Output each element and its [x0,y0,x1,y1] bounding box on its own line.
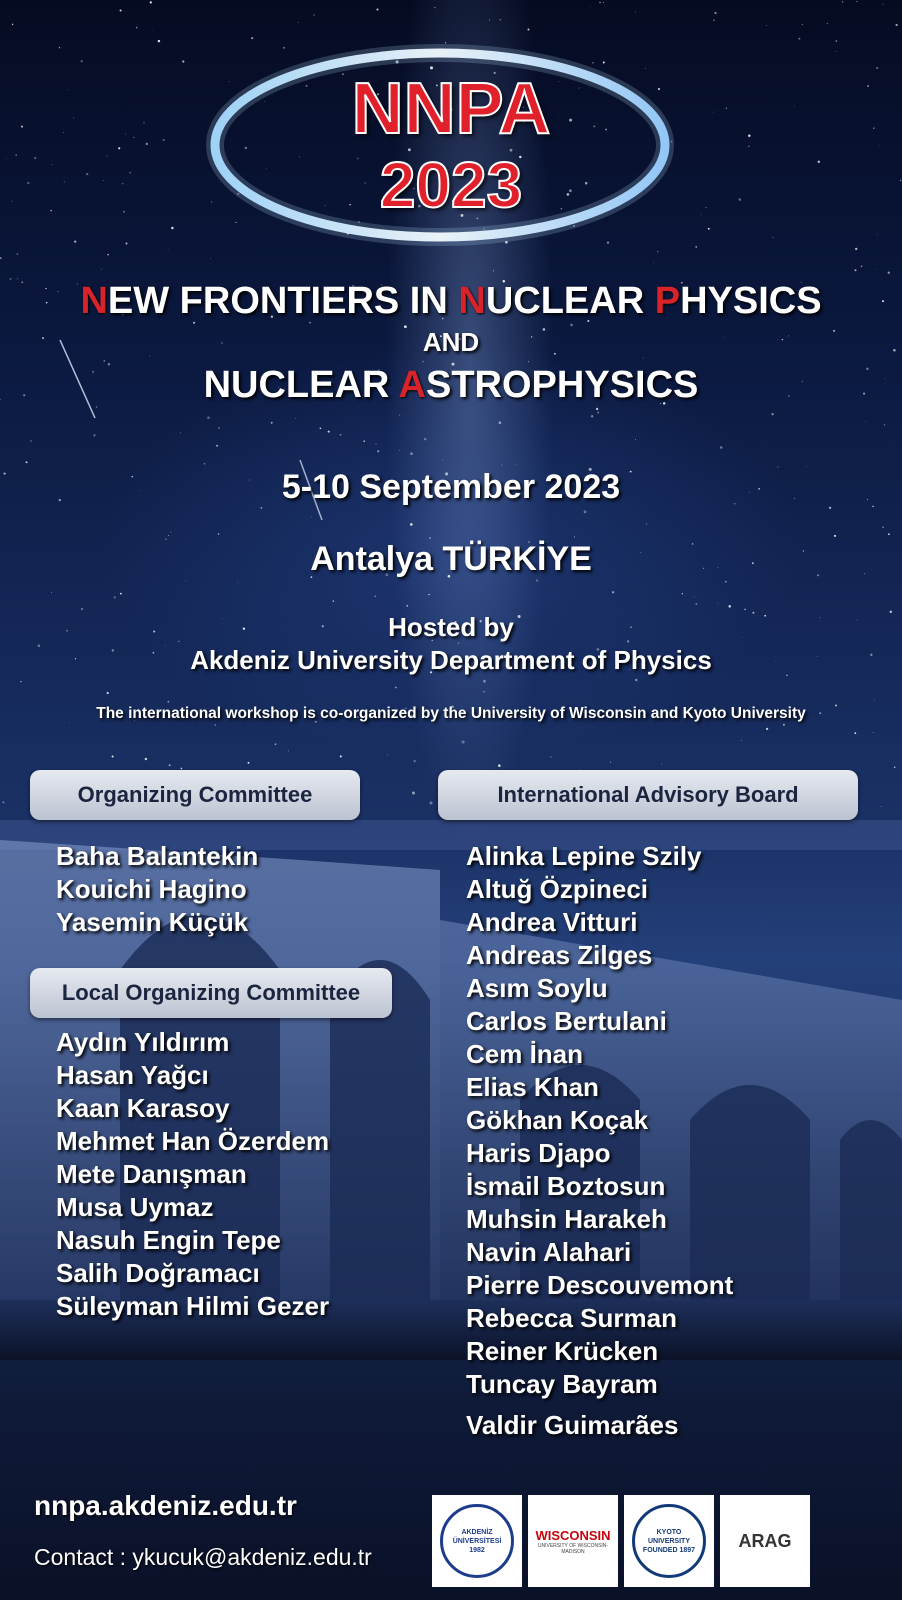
star [493,270,494,271]
star [835,40,837,42]
event-date: 5-10 September 2023 [281,468,621,506]
wisconsin-logo [528,1495,618,1587]
star [653,262,654,263]
logo-text: AKDENİZ ÜNİVERSİTESİ [452,1528,502,1545]
committee-member: Andrea Vitturi [466,907,638,937]
title-segment: UCLEAR [485,280,655,322]
star [783,724,785,726]
advisory-board-list [466,840,733,1442]
star [136,27,138,29]
star [603,2,604,3]
committee-member: Elias Khan [466,1072,599,1102]
star [171,227,173,229]
star [399,415,400,416]
star [288,751,289,752]
arag-logo [720,1495,810,1587]
star [101,269,102,270]
star [836,51,837,52]
star [725,581,727,583]
star [597,412,599,414]
local-committee-list [56,1026,329,1323]
star [612,591,614,593]
star [410,452,413,455]
star [320,427,322,429]
logo-subtext: 1982 [469,1546,485,1554]
star [74,241,76,243]
star [429,537,431,539]
star [16,253,18,255]
star [399,450,400,451]
star [855,248,857,250]
star [12,24,13,25]
event-location: Antalya TÜRKİYE [310,540,592,578]
committee-member: Pierre Descouvemont [466,1270,734,1300]
star [802,24,803,25]
committee-member: Musa Uymaz [56,1192,214,1222]
star [713,19,715,21]
star [170,531,171,532]
hosted-by-label: Hosted by [388,612,514,642]
star [218,427,220,429]
committee-member: Asım Soylu [466,973,608,1003]
star [766,728,768,730]
star [877,269,878,270]
website-link[interactable]: nnpa.akdeniz.edu.tr [34,1490,297,1521]
star [271,422,273,424]
star [744,609,746,611]
star [462,740,465,743]
star [591,415,593,417]
star [498,764,501,767]
star [107,692,109,694]
star [406,605,407,606]
star [590,6,591,7]
committee-member: Gökhan Koçak [466,1105,649,1135]
star [434,7,435,8]
title-segment: STROPHYSICS [425,364,699,406]
star [773,237,774,238]
committee-member: Haris Djapo [466,1138,611,1168]
star [377,450,379,452]
star [107,254,108,255]
star [662,764,663,765]
star [884,424,885,425]
star [103,360,105,362]
committee-member: Baha Balantekin [56,841,259,871]
star [410,523,413,526]
star [442,459,443,460]
organizing-committee-list [56,840,258,939]
star [333,600,334,601]
star [536,580,538,582]
logo-text: ARAG [738,1530,792,1551]
star [657,251,658,252]
star [169,764,171,766]
committee-member: Andreas Zilges [466,940,653,970]
contact-email[interactable]: Contact : ykucuk@akdeniz.edu.tr [34,1544,372,1570]
star [635,679,638,682]
logo-nnpa: NNPA [351,69,551,149]
star [834,535,836,537]
star [376,8,378,10]
star [0,257,2,259]
star [854,732,856,734]
star [574,536,575,537]
star [210,258,211,259]
star [248,762,250,764]
committee-member: Valdir Guimarães [466,1410,679,1440]
local-committee-header: Local Organizing Committee [30,968,392,1018]
kyoto-logo [624,1495,714,1587]
star [635,12,636,13]
star [180,432,181,433]
star [414,760,416,762]
star [714,12,716,14]
star [874,701,875,702]
star [328,431,330,433]
star [20,681,21,682]
star [114,596,116,598]
akdeniz-logo [432,1495,522,1587]
star [120,593,122,595]
title-segment: HYSICS [680,280,822,322]
star [298,22,299,23]
committee-member: Tuncay Bayram [466,1369,658,1399]
star [387,754,388,755]
star [59,47,60,48]
star [842,1,843,2]
logo-subtext: UNIVERSITY OF WISCONSIN-MADISON [537,1542,609,1555]
star [766,25,767,26]
star [728,605,730,607]
committee-member: Hasan Yağcı [56,1060,209,1090]
star [695,603,697,605]
sponsor-logos [432,1495,810,1587]
star [741,740,742,741]
star [865,421,866,422]
star [340,434,342,436]
committee-member: Altuğ Özpineci [466,874,648,904]
star [311,517,312,518]
star [635,439,636,440]
star [168,249,169,250]
star [424,438,426,440]
committee-member: Mehmet Han Özerdem [56,1126,330,1156]
star [888,271,890,273]
star [375,444,376,445]
star [182,60,184,62]
title-segment: N [80,280,108,322]
co-organized-note: The international workshop is co-organized by the University of Wisconsin and Kyoto University [96,705,806,722]
star [204,463,206,465]
star [829,507,831,509]
star [499,421,502,424]
star [216,445,218,447]
committee-member: Yasemin Küçük [56,907,249,937]
star [152,30,153,31]
star [261,507,263,509]
title-segment: N [458,280,486,322]
star [861,266,862,267]
committee-member: Reiner Krücken [466,1336,659,1366]
star [374,595,376,597]
star [81,60,83,62]
star [596,408,598,410]
star [185,580,186,581]
star [883,4,884,5]
star [882,527,884,529]
star [275,743,277,745]
committee-member: Alinka Lepine Szily [466,841,702,871]
title-segment: P [654,280,681,322]
star [772,413,774,415]
star [218,533,219,534]
star [516,464,517,465]
star [499,19,500,20]
star [120,9,122,11]
title-segment: EW FRONTIERS IN [107,280,459,322]
star [422,361,424,363]
star [489,20,490,21]
star [528,29,530,31]
star [483,691,484,692]
star [112,755,114,757]
star [428,594,429,595]
star [855,269,857,271]
star [51,592,52,593]
star [93,434,95,436]
star [126,243,128,245]
star [720,446,722,448]
star [25,461,27,463]
committee-member: Cem İnan [466,1039,584,1069]
title-segment: A [398,364,426,406]
star [570,324,573,327]
committee-member: Mete Danışman [56,1159,247,1189]
advisory-board-header: International Advisory Board [438,770,858,820]
star [145,758,147,760]
star [806,466,807,467]
committee-member: Navin Alahari [466,1237,632,1267]
committee-member: Kaan Karasoy [56,1093,230,1123]
star [501,465,502,466]
star [81,608,83,610]
committee-member: İsmail Boztosun [466,1171,666,1201]
star [856,1,857,2]
star [550,756,551,757]
host-name: Akdeniz University Department of Physics [190,645,712,675]
star [412,792,415,795]
star [827,23,828,24]
star [395,687,397,689]
title-line-1 [0,280,902,323]
logo-subtext: FOUNDED 1897 [642,1546,696,1554]
star [215,724,217,726]
star [168,535,169,536]
star [646,524,647,525]
star [363,440,365,442]
star [167,701,169,703]
star [877,234,878,235]
committee-member: Rebecca Surman [466,1303,677,1333]
star [30,440,32,442]
title-and: AND [422,327,480,357]
committee-member: Muhsin Harakeh [466,1204,667,1234]
committee-member: Salih Doğramacı [56,1258,260,1288]
star [682,593,683,594]
star [599,2,601,4]
organizing-committee-header: Organizing Committee [30,770,360,820]
star [251,37,253,39]
star [340,755,342,757]
title-segment: NUCLEAR [203,364,399,406]
logo-text: KYOTO UNIVERSITY [647,1528,690,1545]
committee-member: Aydın Yıldırım [56,1027,230,1057]
star [695,246,697,248]
committee-member: Nasuh Engin Tepe [56,1225,281,1255]
star [150,1,152,3]
star [483,680,486,683]
star [295,418,296,419]
star [528,361,529,362]
star [895,24,897,26]
star [798,38,800,40]
title-line-3 [0,364,902,407]
committee-member: Carlos Bertulani [466,1006,667,1036]
star [610,762,611,763]
star [708,228,710,230]
star [158,40,160,42]
star [694,596,695,597]
star [584,511,587,514]
logo-year: 2023 [379,149,523,221]
star [873,732,874,733]
star [894,766,896,768]
committee-member: Kouichi Hagino [56,874,247,904]
star [207,416,210,419]
star [237,583,238,584]
star [718,603,719,604]
committee-member: Süleyman Hilmi Gezer [56,1291,330,1321]
star [313,14,314,15]
star [888,533,890,535]
logo-text: WISCONSIN [535,1527,611,1543]
